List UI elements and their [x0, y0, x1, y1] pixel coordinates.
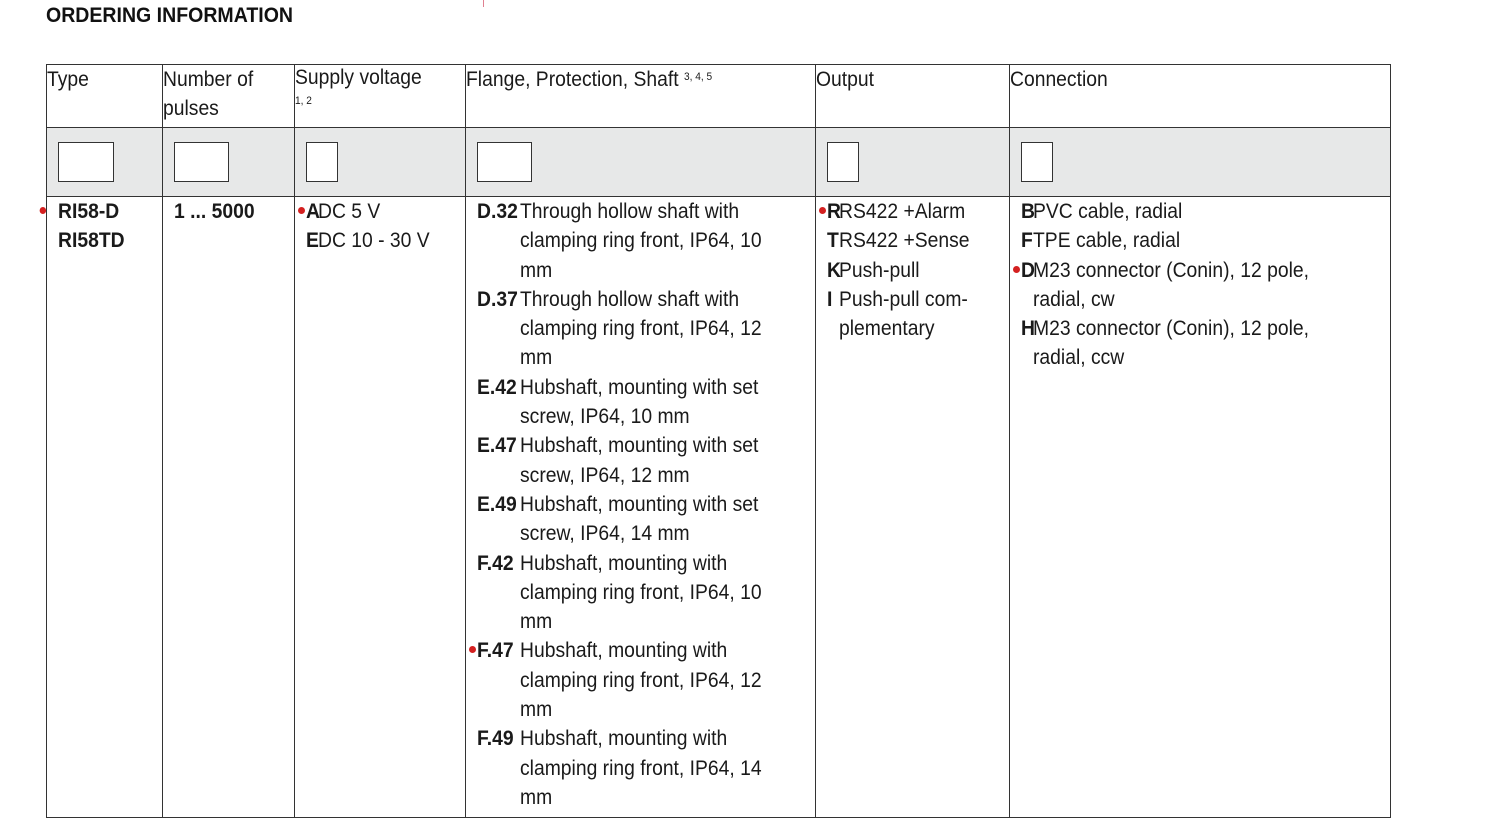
flange-description: clamping ring front, IP64, 12	[520, 317, 762, 341]
supply-footnote: 1, 2	[295, 95, 312, 107]
connection-code: H	[1021, 317, 1035, 341]
output-code: K	[827, 258, 841, 282]
supply-options	[295, 197, 466, 818]
flange-description: mm	[520, 698, 553, 722]
connection-option	[1010, 256, 1390, 315]
flange-description: clamping ring front, IP64, 10	[520, 229, 762, 253]
output-option	[816, 226, 1009, 255]
output-option	[816, 197, 1009, 226]
connection-input-box[interactable]	[1021, 142, 1053, 182]
header-supply: Supply voltage $^{1, 2}$	[295, 65, 466, 128]
flange-description: screw, IP64, 10 mm	[520, 405, 690, 429]
flange-description: Hubshaft, mounting with set	[520, 375, 759, 399]
connection-options	[1010, 197, 1391, 818]
supply-option	[295, 197, 465, 226]
crop-mark	[483, 0, 484, 7]
preferred-marker-icon	[40, 207, 46, 214]
output-description: Push-pull	[839, 258, 920, 282]
type-option: RI58TD	[58, 229, 125, 253]
flange-description: Through hollow shaft with	[520, 200, 740, 223]
flange-description: screw, IP64, 12 mm	[520, 463, 690, 487]
output-description: RS422 +Sense	[839, 229, 970, 253]
page-title: ORDERING INFORMATION	[46, 4, 294, 27]
flange-description: mm	[520, 346, 553, 370]
type-option: RI58-D	[47, 197, 153, 226]
supply-description: DC 5 V	[318, 200, 381, 223]
supply-code: A	[306, 200, 320, 223]
flange-description: clamping ring front, IP64, 12	[520, 668, 762, 692]
flange-option	[466, 197, 815, 285]
header-flange: Flange, Protection, Shaft $^{3, 4, 5}$	[466, 65, 816, 128]
flange-code: E.49	[477, 492, 517, 516]
supply-code: E	[306, 229, 319, 253]
pulses-range: 1 ... 5000	[174, 200, 255, 223]
connection-option	[1010, 226, 1390, 255]
flange-description: Hubshaft, mounting with	[520, 551, 728, 575]
output-description: RS422 +Alarm	[839, 200, 966, 223]
flange-code: F.42	[477, 551, 514, 575]
flange-description: Hubshaft, mounting with set	[520, 492, 759, 516]
output-option	[816, 256, 1009, 285]
connection-code: F	[1021, 229, 1033, 253]
supply-option	[295, 226, 465, 255]
flange-option	[466, 724, 815, 812]
connection-description: M23 connector (Conin), 12 pole,	[1033, 317, 1309, 341]
flange-code: F.49	[477, 727, 514, 751]
connection-code: B	[1021, 200, 1035, 223]
flange-option	[466, 285, 815, 373]
flange-code: F.47	[477, 639, 514, 663]
output-description: Push-pull com-	[839, 287, 968, 311]
flange-description: Through hollow shaft with	[520, 287, 740, 311]
type-options	[47, 197, 163, 818]
input-row	[47, 128, 1391, 197]
supply-description: DC 10 - 30 V	[318, 229, 430, 253]
flange-description: mm	[520, 258, 553, 282]
supply-input-box[interactable]	[306, 142, 338, 182]
flange-option	[466, 636, 815, 724]
flange-input-box[interactable]	[477, 142, 532, 182]
flange-description: Hubshaft, mounting with set	[520, 434, 759, 458]
connection-option	[1010, 197, 1390, 226]
flange-option	[466, 373, 815, 432]
flange-code: D.37	[477, 287, 518, 311]
output-input-box[interactable]	[827, 142, 859, 182]
header-connection: Connection	[1010, 65, 1391, 128]
flange-description: Hubshaft, mounting with	[520, 639, 728, 663]
flange-description: clamping ring front, IP64, 14	[520, 756, 762, 780]
flange-code: E.42	[477, 375, 517, 399]
header-row	[47, 65, 1391, 128]
connection-description: radial, ccw	[1033, 346, 1125, 370]
flange-description: mm	[520, 785, 553, 809]
type-input-box[interactable]	[58, 142, 114, 182]
connection-description: PVC cable, radial	[1033, 200, 1183, 223]
output-code: T	[827, 229, 839, 253]
header-output: Output	[816, 65, 1010, 128]
flange-options	[466, 197, 816, 818]
output-description: plementary	[839, 317, 935, 341]
flange-code: E.47	[477, 434, 517, 458]
connection-code: D	[1021, 258, 1035, 282]
flange-description: Hubshaft, mounting with	[520, 727, 728, 751]
pulses-options	[163, 197, 295, 818]
output-code: I	[827, 287, 833, 311]
options-row	[47, 197, 1391, 818]
output-option	[816, 285, 1009, 344]
header-type: Type	[47, 65, 163, 128]
flange-description: mm	[520, 610, 553, 634]
ordering-table	[46, 64, 1391, 818]
header-pulses: Number of pulses	[163, 65, 295, 128]
connection-description: M23 connector (Conin), 12 pole,	[1033, 258, 1309, 282]
flange-description: screw, IP64, 14 mm	[520, 522, 690, 546]
connection-option	[1010, 314, 1390, 373]
flange-option	[466, 490, 815, 549]
connection-description: radial, cw	[1033, 287, 1115, 311]
output-options	[816, 197, 1010, 818]
output-code: R	[827, 200, 841, 223]
flange-code: D.32	[477, 200, 518, 223]
flange-option	[466, 431, 815, 490]
flange-description: clamping ring front, IP64, 10	[520, 580, 762, 604]
flange-footnote: 3, 4, 5	[684, 71, 713, 83]
connection-description: TPE cable, radial	[1033, 229, 1181, 253]
pulses-input-box[interactable]	[174, 142, 229, 182]
flange-option	[466, 549, 815, 637]
